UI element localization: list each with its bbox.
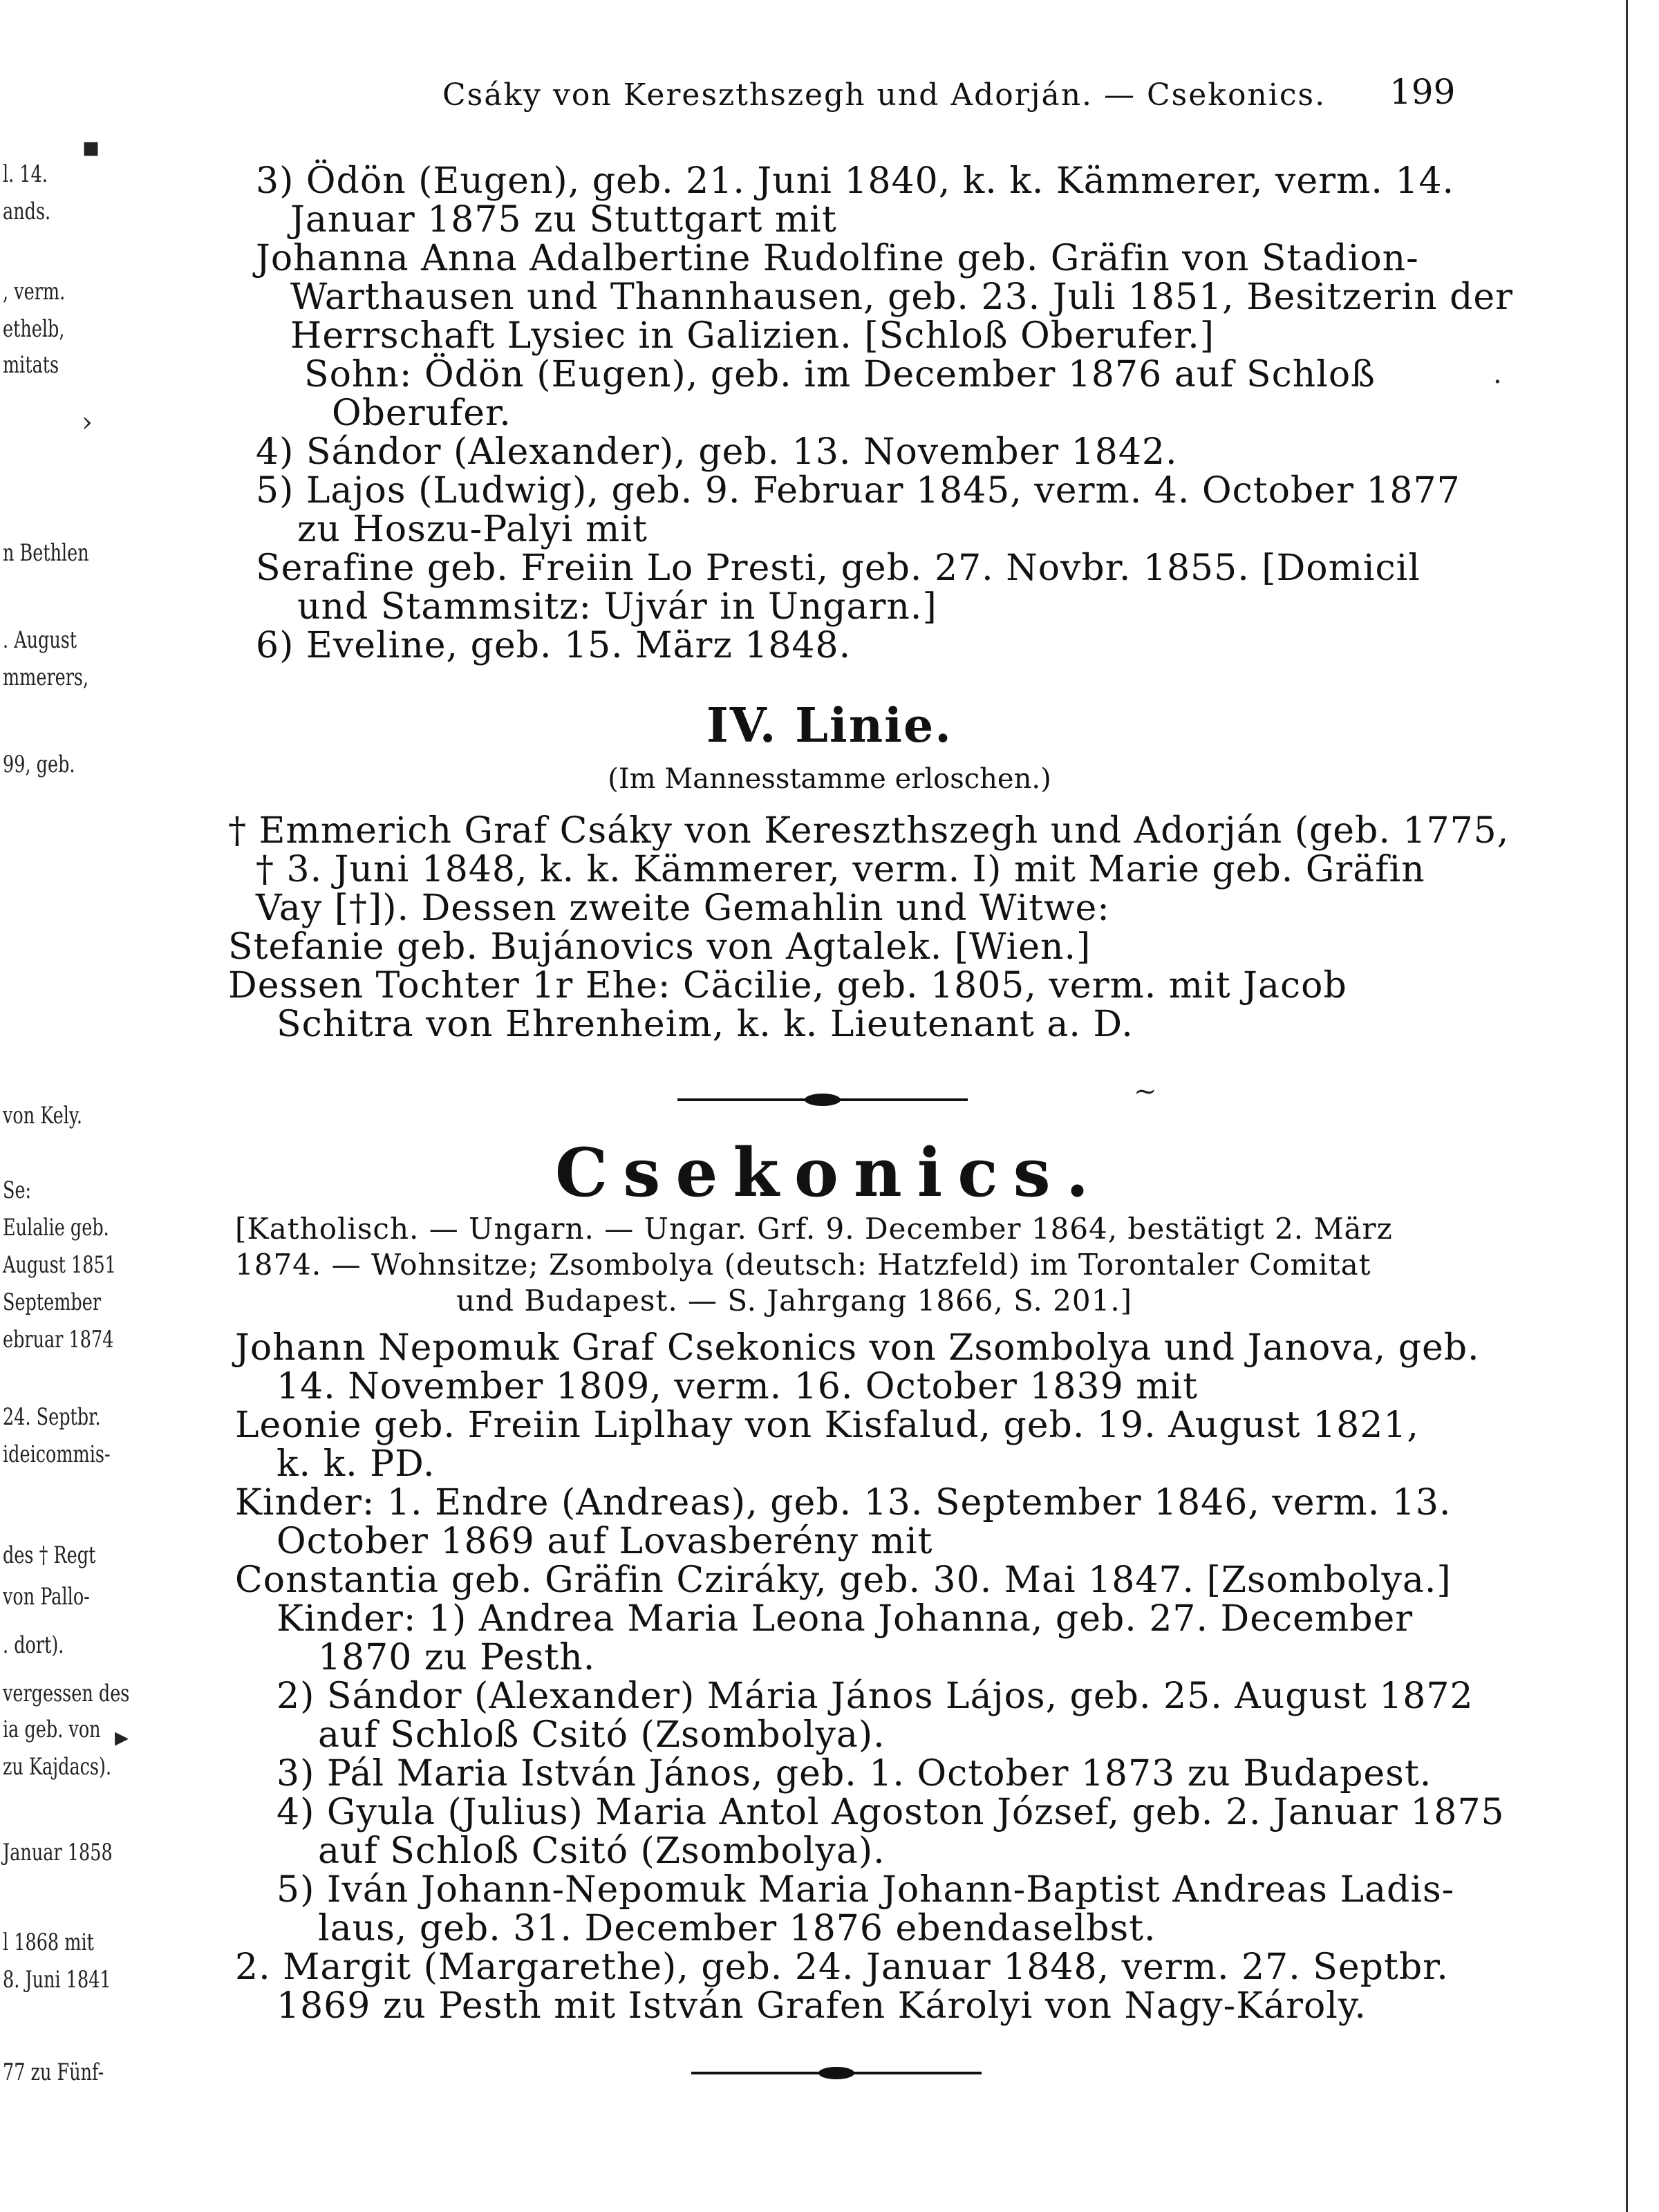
edge-fragment: vergessen des — [3, 1680, 130, 1707]
text-line: 5) Iván Johann-Nepomuk Maria Johann-Baptist Andreas Ladis- — [276, 1869, 1455, 1911]
text-line: Johann Nepomuk Graf Csekonics von Zsombolya und Janova, geb. — [235, 1327, 1480, 1369]
text-line: 5) Lajos (Ludwig), geb. 9. Februar 1845, verm. 4. October 1877 — [256, 470, 1461, 512]
stray-mark: · — [1493, 366, 1502, 398]
edge-fragment: l. 14. — [3, 160, 48, 188]
edge-fragment: 8. Juni 1841 — [3, 1966, 111, 1994]
edge-fragment: mitats — [3, 351, 59, 379]
edge-fragment: . August — [3, 626, 77, 654]
edge-fragment: . dort). — [3, 1631, 64, 1659]
running-title: Csáky von Kereszthszegh und Adorján. — Csekonics. — [442, 77, 1327, 113]
text-line: Constantia geb. Gräfin Cziráky, geb. 30. Mai 1847. [Zsombolya.] — [235, 1559, 1452, 1601]
text-line: Johanna Anna Adalbertine Rudolfine geb. Gräfin von Stadion- — [256, 238, 1419, 279]
text-line: k. k. PD. — [276, 1443, 435, 1485]
intro-line: 1874. — Wohnsitze; Zsombolya (deutsch: Hatzfeld) im Torontaler Comitat — [235, 1248, 1371, 1282]
facing-page-edge — [0, 0, 130, 2212]
edge-fragment: September — [3, 1288, 102, 1316]
text-line: 14. November 1809, verm. 16. October 1839 mit — [276, 1366, 1199, 1407]
edge-fragment: August 1851 — [3, 1251, 116, 1279]
text-line: zu Hoszu-Palyi mit — [297, 509, 648, 550]
text-line: Leonie geb. Freiin Liplhay von Kisfalud, geb. 19. August 1821, — [235, 1405, 1419, 1446]
text-line: † Emmerich Graf Csáky von Kereszthszegh und Adorján (geb. 1775, — [228, 810, 1510, 852]
text-line: 2. Margit (Margarethe), geb. 24. Januar 1848, verm. 27. Septbr. — [235, 1947, 1449, 1988]
edge-fragment: mmerers, — [3, 664, 89, 691]
text-line: October 1869 auf Lovasberény mit — [276, 1521, 933, 1562]
edge-fragment: ethelb, — [3, 315, 65, 343]
edge-fragment: Januar 1858 — [3, 1839, 113, 1866]
text-line: Januar 1875 zu Stuttgart mit — [290, 199, 837, 241]
stray-mark: ~ — [1134, 1076, 1157, 1107]
text-line: laus, geb. 31. December 1876 ebendaselbst. — [318, 1908, 1156, 1949]
edge-fragment: von Pallo- — [3, 1583, 90, 1611]
section-subtitle: (Im Mannesstamme erloschen.) — [608, 763, 1051, 795]
text-line: Kinder: 1) Andrea Maria Leona Johanna, geb. 27. December — [276, 1598, 1414, 1640]
section-heading-iv-linie: IV. Linie. — [706, 698, 953, 753]
text-line: Oberufer. — [332, 393, 512, 434]
edge-fragment: Eulalie geb. — [3, 1214, 109, 1241]
edge-fragment: 99, geb. — [3, 751, 75, 778]
text-line: Schitra von Ehrenheim, k. k. Lieutenant a. D. — [276, 1004, 1134, 1045]
text-line: 6) Eveline, geb. 15. März 1848. — [256, 625, 852, 666]
text-line: 4) Sándor (Alexander), geb. 13. November 1842. — [256, 431, 1178, 473]
edge-fragment: ands. — [3, 198, 51, 225]
text-line: † 3. Juni 1848, k. k. Kämmerer, verm. I) mit Marie geb. Gräfin — [256, 849, 1425, 890]
text-line: 2) Sándor (Alexander) Mária János Lájos, geb. 25. August 1872 — [276, 1676, 1474, 1717]
text-line: Kinder: 1. Endre (Andreas), geb. 13. September 1846, verm. 13. — [235, 1482, 1452, 1524]
text-line: und Stammsitz: Ujvár in Ungarn.] — [297, 586, 937, 628]
text-line: auf Schloß Csitó (Zsombolya). — [318, 1714, 885, 1756]
text-line: Dessen Tochter 1r Ehe: Cäcilie, geb. 1805, verm. mit Jacob — [228, 965, 1347, 1006]
edge-fragment: ideicommis- — [3, 1441, 111, 1468]
text-line: 3) Pál Maria István János, geb. 1. October 1873 zu Budapest. — [276, 1753, 1432, 1794]
edge-fragment: ebruar 1874 — [3, 1326, 114, 1353]
intro-line: und Budapest. — S. Jahrgang 1866, S. 201.] — [456, 1284, 1133, 1318]
edge-fragment: , verm. — [3, 278, 66, 306]
text-line: Stefanie geb. Bujánovics von Agtalek. [Wien.] — [228, 926, 1091, 968]
ornament-divider — [677, 1094, 968, 1106]
intro-line: [Katholisch. — Ungarn. — Ungar. Grf. 9. December 1864, bestätigt 2. März — [235, 1212, 1393, 1246]
edge-fragment: des † Regt — [3, 1541, 96, 1569]
section-heading-csekonics: Csekonics. — [554, 1134, 1105, 1212]
text-line: 3) Ödön (Eugen), geb. 21. Juni 1840, k. k. Kämmerer, verm. 14. — [256, 160, 1455, 202]
text-line: 1870 zu Pesth. — [318, 1637, 596, 1678]
stray-mark: › — [82, 406, 93, 438]
page-number: 199 — [1389, 72, 1456, 112]
page-edge-line — [1626, 0, 1628, 2212]
edge-fragment: 24. Septbr. — [3, 1403, 101, 1431]
text-line: Vay [†]). Dessen zweite Gemahlin und Witwe: — [256, 888, 1110, 929]
stray-mark: ▸ — [115, 1721, 129, 1753]
text-line: Sohn: Ödön (Eugen), geb. im December 1876 auf Schloß — [304, 354, 1376, 395]
ornament-divider — [691, 2067, 982, 2079]
edge-fragment: Se: — [3, 1177, 32, 1204]
edge-fragment: ia geb. von — [3, 1716, 101, 1743]
text-line: Herrschaft Lysiec in Galizien. [Schloß Oberufer.] — [290, 315, 1215, 357]
edge-fragment: n Bethlen — [3, 539, 89, 567]
text-line: 1869 zu Pesth mit István Grafen Károlyi von Nagy-Károly. — [276, 1985, 1367, 2027]
stray-mark: ▪ — [82, 131, 101, 163]
edge-fragment: zu Kajdacs). — [3, 1753, 112, 1781]
edge-fragment: l 1868 mit — [3, 1929, 94, 1956]
edge-fragment: von Kely. — [3, 1102, 83, 1130]
text-line: Serafine geb. Freiin Lo Presti, geb. 27. Novbr. 1855. [Domicil — [256, 547, 1421, 589]
text-line: 4) Gyula (Julius) Maria Antol Agoston József, geb. 2. Januar 1875 — [276, 1792, 1505, 1833]
text-line: auf Schloß Csitó (Zsombolya). — [318, 1830, 885, 1872]
edge-fragment: 77 zu Fünf- — [3, 2059, 104, 2086]
text-line: Warthausen und Thannhausen, geb. 23. Juli 1851, Besitzerin der — [290, 276, 1514, 318]
